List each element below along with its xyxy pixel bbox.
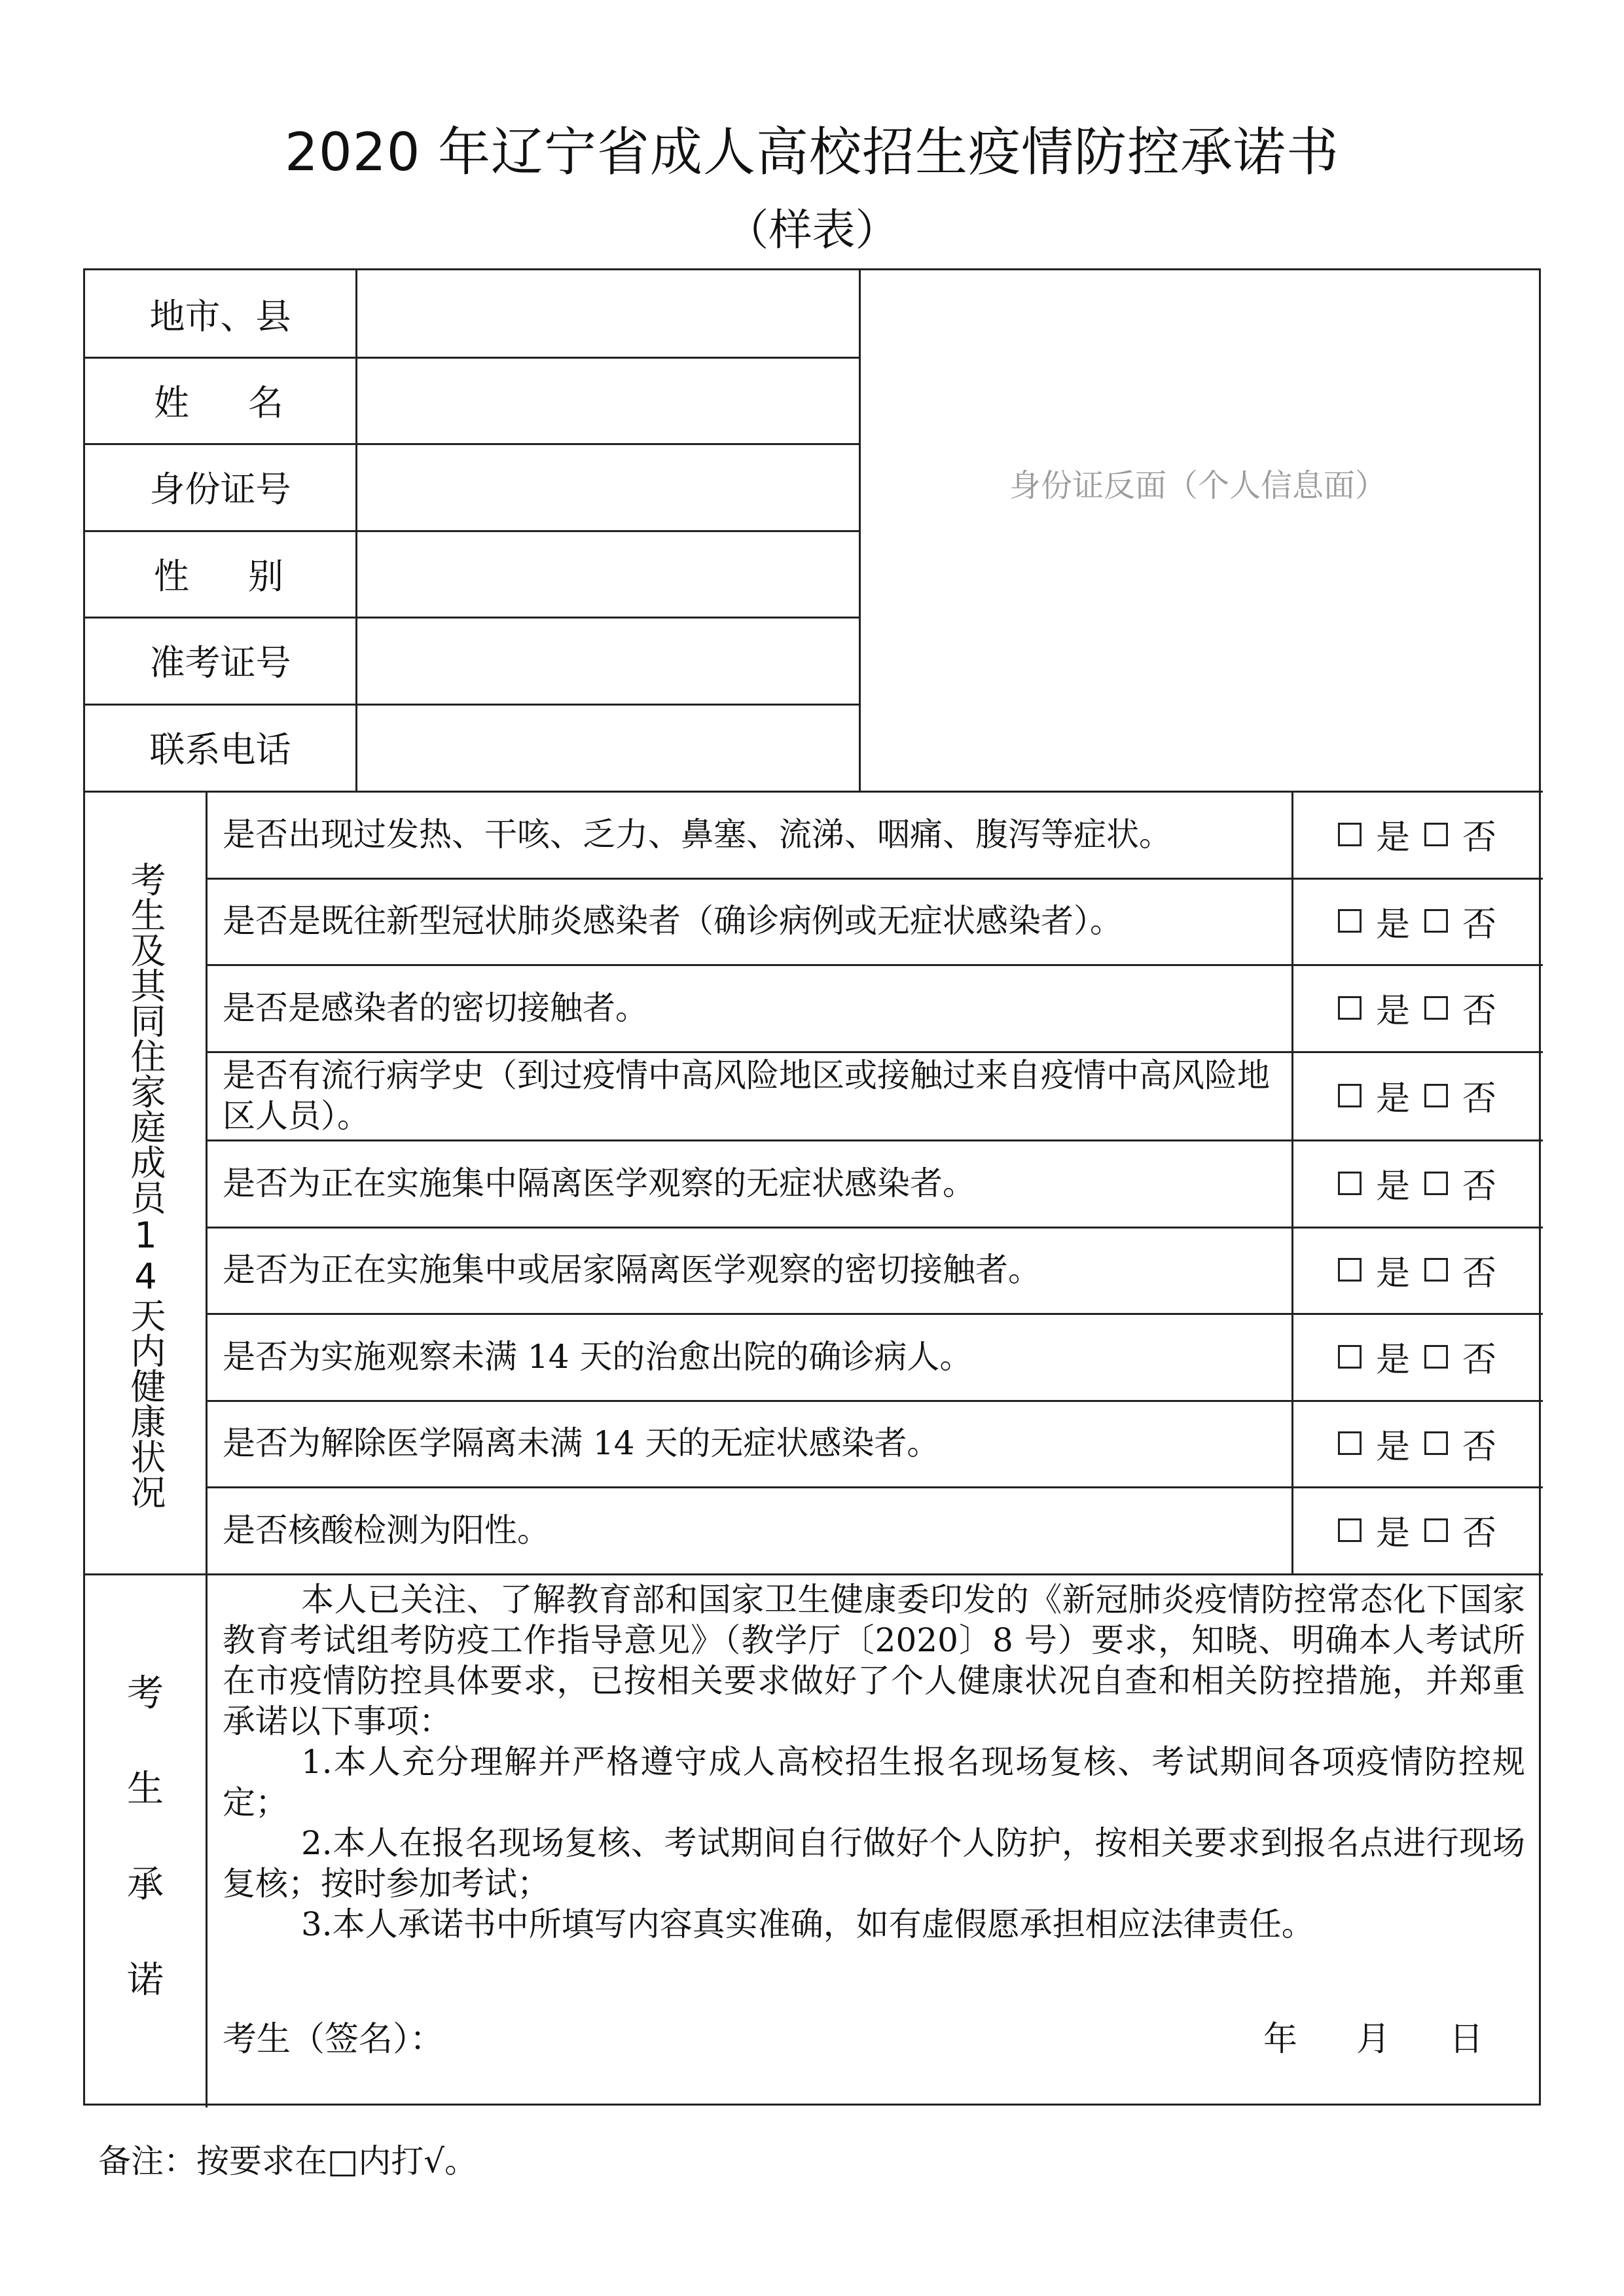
question-5: 是否为正在实施集中隔离医学观察的无症状感染者。 (223, 1164, 975, 1202)
yes-checkbox[interactable] (1338, 823, 1362, 846)
field-label-gender (85, 530, 355, 617)
yes-label: 是 (1375, 818, 1410, 857)
health-section-title: 考生及其同住家庭成员14天内健康状况 (125, 861, 166, 1509)
answer-row-9 (1291, 1486, 1543, 1573)
field-label-phone: 联系电话 (149, 728, 291, 770)
yes-label: 是 (1375, 1340, 1410, 1380)
field-label-admission-number: 准考证号 (149, 641, 291, 683)
label-char: 名 (248, 382, 283, 423)
promise-item-1: 1.本人充分理解并严格遵守成人高校招生报名现场复核、考试期间各项疫情防控规定； (223, 1743, 1525, 1821)
question-6: 是否为正在实施集中或居家隔离医学观察的密切接触者。 (223, 1251, 1041, 1289)
yes-checkbox[interactable] (1338, 1345, 1362, 1369)
no-checkbox[interactable] (1424, 1172, 1448, 1195)
answer-row-3 (1291, 964, 1543, 1051)
date-field[interactable] (1263, 2011, 1483, 2060)
question-3: 是否是感染者的密切接触者。 (223, 988, 648, 1027)
question-8: 是否为解除医学隔离未满 14 天的无症状感染者。 (223, 1424, 940, 1462)
footer-remark: 备注：按要求在□内打√。 (98, 2142, 478, 2180)
no-label: 否 (1462, 992, 1497, 1031)
id-card-photo-area[interactable] (861, 270, 1541, 791)
yes-checkbox[interactable] (1338, 996, 1362, 1020)
answer-row-5 (1291, 1139, 1543, 1227)
city-input[interactable] (357, 272, 857, 355)
answer-row-8 (1291, 1400, 1543, 1486)
no-label: 否 (1462, 1427, 1497, 1467)
label-char: 别 (248, 555, 283, 597)
promise-intro: 本人已关注、了解教育部和国家卫生健康委印发的《新冠肺炎疫情防控常态化下国家教育考试组考防疫工作指导意见》（教学厅〔2020〕8 号）要求，知晓、明确本人考试所在市疫情防控具体要求，已按相关要求做好了个人健康状况自查和相关防控措施，并郑重承诺以下事项： (223, 1581, 1525, 1740)
answer-row-4 (1291, 1051, 1543, 1139)
question-2: 是否是既往新型冠状肺炎感染者（确诊病例或无症状感染者）。 (223, 902, 1123, 940)
no-checkbox[interactable] (1424, 1431, 1448, 1455)
form-table (83, 268, 1541, 2106)
answer-row-1 (1291, 791, 1543, 878)
promise-title-char: 考 (127, 1672, 164, 1715)
answer-row-7 (1291, 1313, 1543, 1400)
promise-item-3: 3.本人承诺书中所填写内容真实准确，如有虚假愿承担相应法律责任。 (301, 1905, 1314, 1943)
yes-checkbox[interactable] (1338, 1084, 1362, 1107)
yes-checkbox[interactable] (1338, 1172, 1362, 1195)
no-checkbox[interactable] (1424, 996, 1448, 1020)
question-1: 是否出现过发热、干咳、乏力、鼻塞、流涕、咽痛、腹泻等症状。 (223, 815, 1172, 853)
question-9: 是否核酸检测为阳性。 (223, 1511, 550, 1549)
promise-text (223, 1579, 1525, 1945)
yes-label: 是 (1375, 1427, 1410, 1467)
name-input[interactable] (357, 359, 857, 442)
yes-label: 是 (1375, 1253, 1410, 1293)
month-label: 月 (1356, 2020, 1391, 2059)
field-label-city: 地市、县 (149, 295, 291, 337)
no-checkbox[interactable] (1424, 1258, 1448, 1282)
promise-section-title (85, 1664, 206, 2003)
no-label: 否 (1462, 1253, 1497, 1293)
page-subtitle: （样表） (725, 205, 899, 255)
yes-label: 是 (1375, 1079, 1410, 1119)
promise-title-char: 承 (127, 1863, 164, 1906)
field-label-name (85, 357, 355, 443)
page-title: 2020 年辽宁省成人高校招生疫情防控承诺书 (284, 122, 1340, 183)
label-char: 姓 (154, 382, 189, 423)
yes-label: 是 (1375, 1167, 1410, 1206)
yes-checkbox[interactable] (1338, 1431, 1362, 1455)
phone-input[interactable] (357, 706, 857, 789)
admission-number-input[interactable] (357, 619, 857, 702)
no-label: 否 (1462, 1167, 1497, 1206)
no-checkbox[interactable] (1424, 1518, 1448, 1542)
question-4: 是否有流行病学史（到过疫情中高风险地区或接触过来自疫情中高风险地区人员）。 (223, 1056, 1270, 1135)
no-label: 否 (1462, 1514, 1497, 1553)
answer-row-6 (1291, 1227, 1543, 1313)
question-7: 是否为实施观察未满 14 天的治愈出院的确诊病人。 (223, 1337, 973, 1376)
yes-label: 是 (1375, 905, 1410, 944)
divider (85, 1573, 1543, 1575)
yes-label: 是 (1375, 1514, 1410, 1553)
no-checkbox[interactable] (1424, 1345, 1448, 1369)
year-label: 年 (1263, 2020, 1298, 2059)
no-label: 否 (1462, 1340, 1497, 1380)
answer-row-2 (1291, 878, 1543, 964)
no-checkbox[interactable] (1424, 909, 1448, 933)
id-card-photo-hint: 身份证反面（个人信息面） (1009, 467, 1386, 504)
yes-checkbox[interactable] (1338, 1258, 1362, 1282)
divider (206, 791, 208, 2108)
no-label: 否 (1462, 1079, 1497, 1119)
promise-item-2: 2.本人在报名现场复核、考试期间自行做好个人防护，按相关要求到报名点进行现场复核；按时参加考试； (223, 1824, 1525, 1903)
no-checkbox[interactable] (1424, 1084, 1448, 1107)
yes-label: 是 (1375, 992, 1410, 1031)
no-checkbox[interactable] (1424, 823, 1448, 846)
no-label: 否 (1462, 818, 1497, 857)
promise-title-char: 诺 (127, 1959, 164, 2001)
gender-input[interactable] (357, 532, 857, 615)
id-number-input[interactable] (357, 445, 857, 528)
signature-label: 考生（签名）： (223, 2020, 444, 2059)
day-label: 日 (1449, 2020, 1484, 2059)
yes-checkbox[interactable] (1338, 1518, 1362, 1542)
label-char: 性 (154, 555, 189, 597)
yes-checkbox[interactable] (1338, 909, 1362, 933)
no-label: 否 (1462, 905, 1497, 944)
promise-title-char: 生 (127, 1768, 164, 1810)
field-label-id-number: 身份证号 (149, 468, 291, 510)
signature-field[interactable] (491, 2005, 1211, 2057)
